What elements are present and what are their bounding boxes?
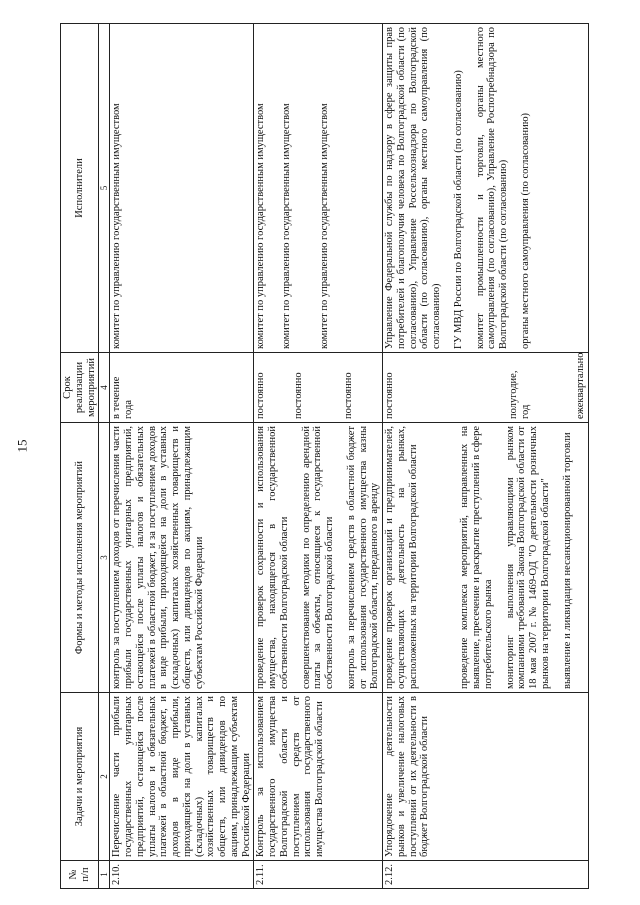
column-number-row — [99, 24, 110, 889]
col-number: 1 — [99, 861, 110, 889]
form-text: совершенствование методики по определению арендной платы за объекты, относящиеся к государственной собственности Волгоградской области — [300, 426, 336, 689]
deadline-text: постоянно — [293, 372, 305, 419]
header-forms: Формы и методы исполнения мероприятий — [61, 423, 99, 693]
measures-table — [60, 23, 589, 889]
executor-text: ГУ МВД России по Волгоградской области (по согласованию) — [452, 70, 464, 349]
col-number: 5 — [99, 24, 110, 353]
form-text: проведение проверок сохранности и использования имущества, находящегося в государственной собственности Волгоградской области — [255, 426, 290, 689]
col-number: 4 — [99, 353, 110, 423]
form-text: выявление и ликвидация несанкционированной торговли — [561, 432, 573, 689]
page-number: 15 — [14, 439, 30, 453]
header-num: № п/п — [61, 861, 99, 889]
table-row — [254, 24, 383, 889]
deadline-text: постоянно — [255, 372, 267, 419]
executor-text: комитет по управлению государственным имуществом — [318, 103, 330, 349]
form-text: контроль за перечислением средств в областной бюджет от использования государственного имущества казны Волгоградской области, переданного в аренду — [345, 426, 381, 689]
form-text: проведение комплекса мероприятий, направленных на выявление, пресечение и раскрытие преступлений в сфере потребительского рынка — [459, 426, 494, 689]
header-row — [61, 24, 99, 889]
deadline-text: постоянно — [384, 372, 396, 419]
form-text: проведение проверок организаций и предпринимателей, осуществляющих деятельность на рынках, расположенных на территории Волгоградской области — [384, 426, 419, 689]
executor-text: комитет промышленности и торговли, органы местного самоуправления (по согласованию), Управление Роспотребнадзора по Волгоградской области (по согласованию) — [474, 27, 510, 349]
form-cell — [383, 423, 589, 693]
executor-cell — [254, 24, 383, 353]
rotated-page — [60, 24, 620, 889]
row-number: 2.12. — [383, 861, 589, 889]
executor-text: комитет по управлению государственным имуществом — [281, 103, 293, 349]
header-deadline: Срок реализации мероприятий — [61, 353, 99, 423]
table-row — [383, 24, 589, 889]
deadline-text: полугодие, год — [507, 370, 531, 419]
executor-text: органы местного самоуправления (по согласованию) — [519, 112, 531, 349]
form-text: мониторинг выполнения управляющими рынком компаниями требований Закона Волгоградской области от 18 мая 2007 г. № 1469-ОД "О деятельности розничных рынков на территории Волгоградской области" — [504, 426, 551, 689]
col-number: 3 — [99, 423, 110, 693]
table-row — [110, 24, 254, 889]
deadline-text: постоянно — [342, 372, 354, 419]
form-text: контроль за поступлением доходов от перечисления части прибыли государственных унитарных предприятий, остающейся после уплаты налогов и обязательных платежей в областной бюджет, и за поступлением доходов в виде прибыли, приходящейся на доли в уставных (складочных) капиталах хозяйственных товариществ и обществ, или дивидендов по акциям, принадлежащим субъектам Российской Федерации — [110, 423, 254, 693]
form-cell — [254, 423, 383, 693]
executor-text: комитет по управлению государственным имуществом — [110, 24, 254, 353]
header-tasks: Задачи и мероприятия — [61, 693, 99, 861]
task-text: Контроль за использованием государственного имущества Волгоградской области и поступлением средств от использования государственного имущества Волгоградской области — [254, 693, 383, 861]
deadline-text: ежеквартально — [575, 352, 587, 419]
row-number: 2.11. — [254, 861, 383, 889]
deadline-cell — [254, 353, 383, 423]
deadline-cell — [383, 353, 589, 423]
deadline-text: в течение года — [110, 353, 254, 423]
task-text: Перечисление части прибыли государственных унитарных предприятий, остающейся после уплаты налогов и обязательных платежей в областной бюджет, и доходов в виде прибыли, приходящейся на доли в уставных (складочных) капиталах хозяйственных товариществ и обществ, или дивидендов по акциям, принадлежащим субъектам Российской Федерации — [110, 693, 254, 861]
executor-text: Управление Федеральной службы по надзору в сфере защиты прав потребителей и благополучия человека по Волгоградской области (по согласованию), Управление Россельхознадзора по Волгоградской области (по согласованию), органы местного самоуправления (по согласованию) — [384, 27, 443, 349]
executor-cell — [383, 24, 589, 353]
executor-text: комитет по управлению государственным имуществом — [255, 103, 267, 349]
header-executors: Исполнители — [61, 24, 99, 353]
row-number: 2.10. — [110, 861, 254, 889]
task-text: Упорядочение деятельности рынков и увеличение налоговых поступлений от их деятельности в бюджет Волгоградской области — [383, 693, 589, 861]
col-number: 2 — [99, 693, 110, 861]
